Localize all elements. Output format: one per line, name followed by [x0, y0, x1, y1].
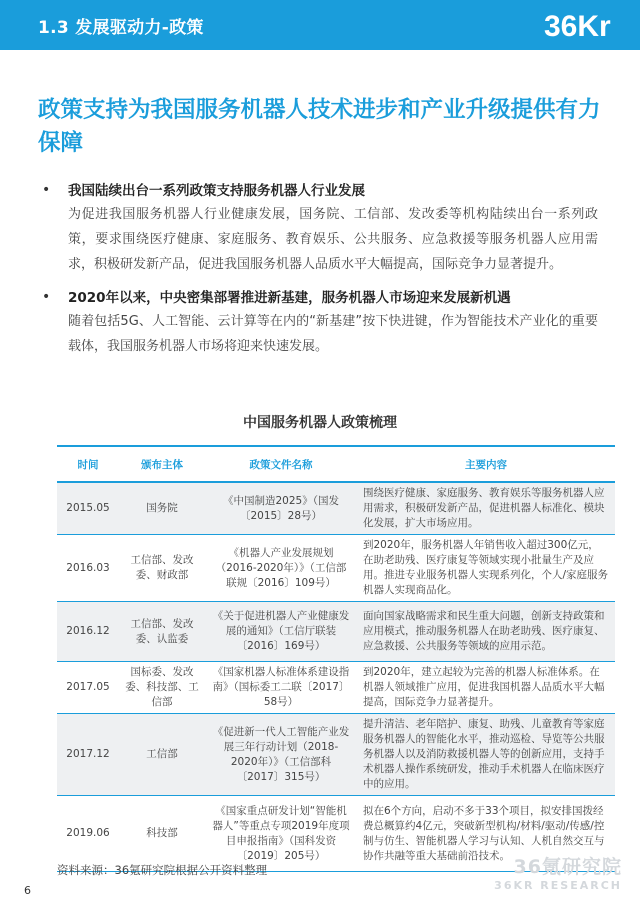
bullet-body: 随着包括5G、人工智能、云计算等在内的“新基建”按下快进键，作为智能技术产业化的重要载体，我国服务机器人市场将迎来快速发展。 — [68, 314, 598, 354]
bullet-heading: 我国陆续出台一系列政策支持服务机器人行业发展 — [68, 183, 365, 199]
table-title: 中国服务机器人政策梳理 — [243, 415, 397, 431]
cell-content: 围绕医疗健康、家庭服务、教育娱乐等服务机器人应用需求，积极研发新产品，促进机器人标准化、模块化发展，扩大市场应用。 — [357, 482, 615, 535]
cell-time: 2017.05 — [57, 662, 119, 714]
column-header-doc: 政策文件名称 — [205, 446, 357, 482]
cell-time: 2015.05 — [57, 482, 119, 535]
cell-time: 2016.12 — [57, 602, 119, 662]
cell-org: 国标委、发改委、科技部、工信部 — [119, 662, 205, 714]
bullet-body: 为促进我国服务机器人行业健康发展，国务院、工信部、发改委等机构陆续出台一系列政策，要求围绕医疗健康、家庭服务、教育娱乐、公共服务、应急救援等服务机器人应用需求，积极研发新产品，促进我国服务机器人品质水平大幅提高，国际竞争力显著提升。 — [68, 207, 598, 272]
logo-text: 36Kr — [544, 10, 611, 43]
cell-doc: 《促进新一代人工智能产业发展三年行动计划（2018-2020年）》（工信部科〔2017〕315号） — [205, 714, 357, 796]
header-bar — [0, 0, 640, 50]
cell-content: 拟在6个方向，启动不多于33个项目，拟安排国拨经费总概算约4亿元，突破新型机构/材料/驱动/传感/控制与仿生、智能机器人学习与认知、人机自然交互与协作共融等重大基础前沿技术。 — [357, 796, 615, 872]
table-row — [57, 482, 615, 535]
cell-doc: 《国家重点研发计划“智能机器人”等重点专项2019年度项目申报指南》（国科发资〔2019〕205号） — [205, 796, 357, 872]
cell-content: 提升清洁、老年陪护、康复、助残、儿童教育等家庭服务机器人的智能化水平，推动巡检、导览等公共服务机器人以及消防救援机器人等的创新应用，支持手术机器人操作系统研发，推动手术机器人在临床医疗中的应用。 — [357, 714, 615, 796]
36kr-logo — [542, 2, 634, 48]
bullet-item — [38, 180, 598, 277]
watermark-en: 36KR RESEARCH — [494, 879, 622, 892]
cell-org: 科技部 — [119, 796, 205, 872]
page-headline: 政策支持为我国服务机器人技术进步和产业升级提供有力保障 — [38, 97, 601, 156]
cell-content: 面向国家战略需求和民生重大问题，创新支持政策和应用模式，推动服务机器人在助老助残、医疗康复、应急救援、公共服务等领域的应用示范。 — [357, 602, 615, 662]
bullet-heading: 2020年以来，中央密集部署推进新基建，服务机器人市场迎来发展新机遇 — [68, 290, 511, 306]
cell-content: 到2020年，服务机器人年销售收入超过300亿元，在助老助残、医疗康复等领域实现小批量生产及应用。推进专业服务机器人实现系列化，个人/家庭服务机器人实现商品化。 — [357, 535, 615, 602]
cell-doc: 《关于促进机器人产业健康发展的通知》（工信厅联装〔2016〕169号） — [205, 602, 357, 662]
table-header-row — [57, 446, 615, 482]
table-row — [57, 535, 615, 602]
section-title: 1.3 发展驱动力-政策 — [38, 18, 204, 38]
table-row — [57, 662, 615, 714]
bullet-dot-icon: • — [42, 289, 51, 305]
cell-time: 2016.03 — [57, 535, 119, 602]
cell-time: 2017.12 — [57, 714, 119, 796]
source-note: 资料来源：36氪研究院根据公开资料整理 — [57, 863, 268, 877]
page-number: 6 — [24, 884, 31, 897]
bullet-dot-icon: • — [42, 182, 51, 198]
cell-org: 工信部 — [119, 714, 205, 796]
cell-time: 2019.06 — [57, 796, 119, 872]
column-header-time: 时间 — [57, 446, 119, 482]
cell-content: 到2020年，建立起较为完善的机器人标准体系。在机器人领域推广应用，促进我国机器人品质水平大幅提高，国际竞争力显著提升。 — [357, 662, 615, 714]
bullet-item — [38, 287, 598, 359]
bullet-list — [38, 180, 598, 369]
table-row — [57, 714, 615, 796]
watermark — [494, 852, 622, 892]
cell-doc: 《机器人产业发展规划（2016-2020年）》（工信部联规〔2016〕109号） — [205, 535, 357, 602]
cell-doc: 《中国制造2025》（国发〔2015〕28号） — [205, 482, 357, 535]
column-header-org: 颁布主体 — [119, 446, 205, 482]
policy-table — [57, 445, 615, 872]
table-row — [57, 602, 615, 662]
watermark-cn: 36氪研究院 — [513, 856, 622, 878]
cell-doc: 《国家机器人标准体系建设指南》（国标委工二联〔2017〕58号） — [205, 662, 357, 714]
cell-org: 国务院 — [119, 482, 205, 535]
cell-org: 工信部、发改委、财政部 — [119, 535, 205, 602]
column-header-content: 主要内容 — [357, 446, 615, 482]
cell-org: 工信部、发改委、认监委 — [119, 602, 205, 662]
